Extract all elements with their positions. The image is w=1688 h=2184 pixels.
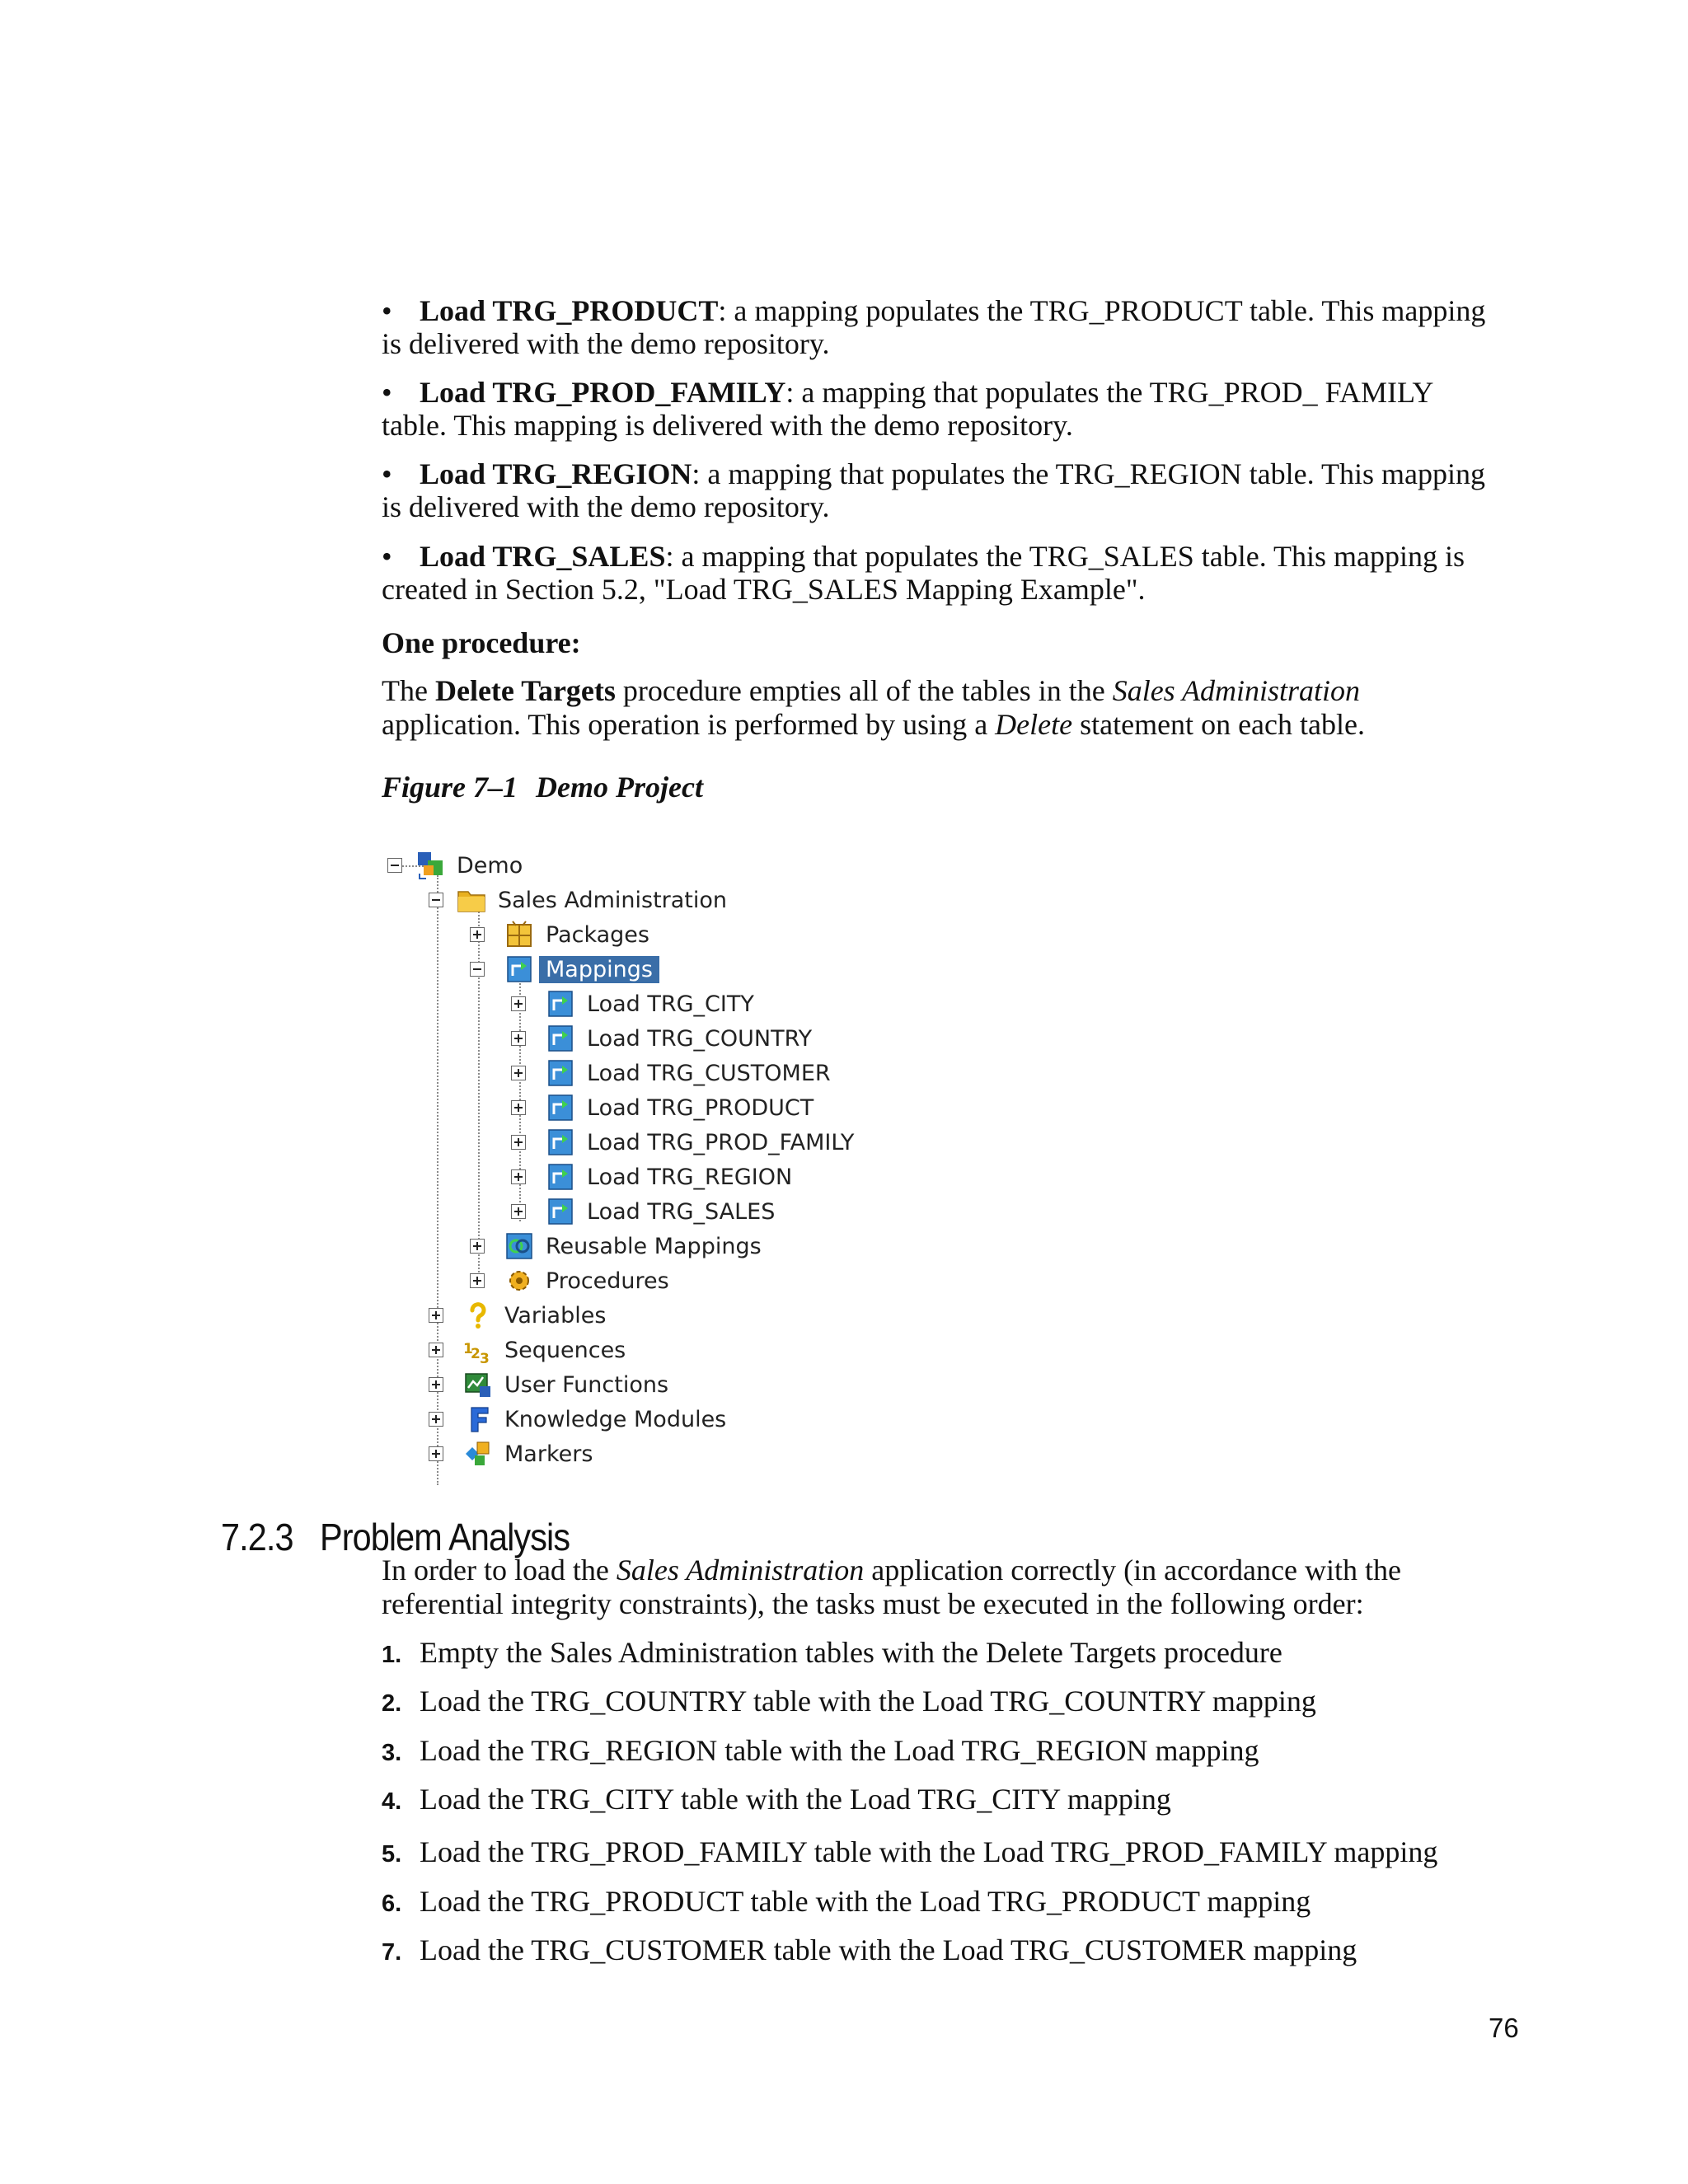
expand-toggle[interactable]	[511, 1135, 526, 1150]
tree-label: Packages	[546, 921, 649, 948]
tree-node-demo[interactable]	[387, 849, 529, 882]
expand-toggle[interactable]	[511, 1066, 526, 1080]
expand-toggle[interactable]	[470, 1239, 485, 1254]
reusable-mapping-icon	[504, 1231, 534, 1261]
knowledge-module-icon	[463, 1404, 493, 1434]
procedure-heading: One procedure:	[382, 626, 581, 659]
section-title: Problem Analysis	[319, 1516, 570, 1558]
expand-toggle[interactable]	[429, 1412, 443, 1427]
bullet-dot: •	[382, 294, 392, 327]
tree-label: User Functions	[504, 1371, 669, 1398]
tree-label: Knowledge Modules	[504, 1406, 727, 1432]
mapping-icon	[546, 1127, 575, 1157]
mapping-icon	[546, 1197, 575, 1226]
svg-text:3: 3	[480, 1351, 490, 1365]
section-number: 7.2.3	[221, 1516, 293, 1558]
tree-label: Procedures	[546, 1268, 669, 1294]
expand-toggle[interactable]	[429, 1446, 443, 1461]
tree-node-sales-administration[interactable]	[429, 883, 734, 916]
tree-label: Load TRG_SALES	[587, 1198, 776, 1225]
bullet-dot: •	[382, 376, 392, 409]
bullet-dot: •	[382, 540, 392, 573]
analysis-paragraph: In order to load the Sales Administration application correctly (in accordance with the referential integrity constraints), the tasks must be executed in the following order:	[382, 1554, 1401, 1620]
step-item: 3. Load the TRG_REGION table with the Load TRG_REGION mapping	[382, 1734, 1259, 1767]
tree-label: Sales Administration	[498, 887, 728, 913]
question-icon	[463, 1301, 493, 1330]
tree-node-knowledge-modules[interactable]	[429, 1403, 733, 1436]
tree-node-load-trg-product[interactable]	[511, 1091, 820, 1124]
step-item: 5. Load the TRG_PROD_FAMILY table with the Load TRG_PROD_FAMILY mapping	[382, 1835, 1438, 1868]
marker-icon	[463, 1439, 493, 1469]
tree-label: Reusable Mappings	[546, 1233, 762, 1259]
tree-label: Load TRG_CUSTOMER	[587, 1060, 831, 1086]
bullet-load-trg-prod-family: • Load TRG_PROD_FAMILY: a mapping that populates the TRG_PROD_ FAMILY table. This mapping is delivered with the demo repository.	[382, 376, 1434, 442]
mapping-icon	[546, 1093, 575, 1122]
expand-toggle[interactable]	[470, 927, 485, 942]
sequence-icon	[463, 1335, 493, 1365]
bullet-term: Load TRG_REGION	[420, 457, 692, 490]
tree-label: Sequences	[504, 1337, 626, 1363]
page-number: 76	[1489, 2013, 1519, 2043]
expand-toggle[interactable]	[511, 996, 526, 1011]
tree-node-sequences[interactable]	[429, 1333, 632, 1366]
gear-icon	[504, 1266, 534, 1296]
tree-node-load-trg-customer[interactable]	[511, 1057, 837, 1090]
user-function-icon	[463, 1370, 493, 1399]
mapping-icon	[504, 954, 534, 984]
tree-node-packages[interactable]	[470, 918, 656, 951]
figure-caption	[382, 771, 703, 804]
step-item: 1. Empty the Sales Administration tables with the Delete Targets procedure	[382, 1636, 1282, 1669]
expand-toggle[interactable]	[470, 1273, 485, 1288]
tree-node-load-trg-sales[interactable]	[511, 1195, 781, 1228]
tree-label: Load TRG_PROD_FAMILY	[587, 1129, 855, 1155]
project-icon	[415, 851, 445, 880]
tree-node-load-trg-prod-family[interactable]	[511, 1126, 860, 1159]
expand-toggle[interactable]	[511, 1031, 526, 1046]
tree-node-procedures[interactable]	[470, 1264, 676, 1297]
bullet-load-trg-product: • Load TRG_PRODUCT: a mapping populates the TRG_PRODUCT table. This mapping is delivered with the demo repository.	[382, 294, 1486, 360]
demo-project-tree	[387, 849, 898, 1483]
tree-label-selected: Mappings	[539, 956, 659, 983]
bullet-dot: •	[382, 457, 392, 490]
section-heading	[221, 1515, 570, 1559]
tree-node-user-functions[interactable]	[429, 1368, 675, 1401]
collapse-toggle[interactable]	[470, 962, 485, 977]
bullet-term: Load TRG_PRODUCT	[420, 294, 719, 327]
bullet-load-trg-sales: • Load TRG_SALES: a mapping that populates the TRG_SALES table. This mapping is created in Section 5.2, "Load TRG_SALES Mapping Example".	[382, 540, 1465, 606]
tree-node-load-trg-country[interactable]	[511, 1022, 818, 1055]
expand-toggle[interactable]	[429, 1343, 443, 1357]
svg-text:2: 2	[471, 1346, 481, 1362]
tree-node-markers[interactable]	[429, 1437, 599, 1470]
bullet-term: Load TRG_PROD_FAMILY	[420, 376, 786, 409]
tree-label: Load TRG_COUNTRY	[587, 1025, 813, 1052]
tree-node-mappings[interactable]	[470, 953, 659, 986]
figure-number: Figure 7–1	[382, 771, 518, 804]
step-item: 2. Load the TRG_COUNTRY table with the Load TRG_COUNTRY mapping	[382, 1685, 1316, 1718]
tree-node-load-trg-city[interactable]	[511, 987, 761, 1020]
tree-node-load-trg-region[interactable]	[511, 1160, 799, 1193]
figure-title: Demo Project	[536, 771, 703, 804]
step-item: 6. Load the TRG_PRODUCT table with the Load TRG_PRODUCT mapping	[382, 1885, 1311, 1918]
bullet-term: Load TRG_SALES	[420, 540, 666, 573]
mapping-icon	[546, 1162, 575, 1192]
expand-toggle[interactable]	[511, 1100, 526, 1115]
procedure-paragraph: The Delete Targets procedure empties all of the tables in the Sales Administration application. This operation is performed by using a Delete statement on each table.	[382, 674, 1365, 741]
expand-toggle[interactable]	[429, 1308, 443, 1323]
mapping-icon	[546, 1024, 575, 1053]
expand-toggle[interactable]	[429, 1377, 443, 1392]
collapse-toggle[interactable]	[387, 858, 402, 873]
folder-icon	[457, 885, 486, 915]
tree-node-variables[interactable]	[429, 1299, 612, 1332]
mapping-icon	[546, 1058, 575, 1088]
expand-toggle[interactable]	[511, 1204, 526, 1219]
tree-label: Markers	[504, 1441, 593, 1467]
package-icon	[504, 920, 534, 949]
collapse-toggle[interactable]	[429, 893, 443, 907]
step-item: 4. Load the TRG_CITY table with the Load TRG_CITY mapping	[382, 1783, 1171, 1816]
step-item: 7. Load the TRG_CUSTOMER table with the Load TRG_CUSTOMER mapping	[382, 1933, 1357, 1966]
tree-label: Variables	[504, 1302, 607, 1329]
tree-node-reusable-mappings[interactable]	[470, 1230, 768, 1263]
tree-label: Load TRG_PRODUCT	[587, 1094, 814, 1121]
mapping-icon	[546, 989, 575, 1019]
bullet-load-trg-region: • Load TRG_REGION: a mapping that populates the TRG_REGION table. This mapping is delivered with the demo repository.	[382, 457, 1485, 523]
svg-text:1: 1	[463, 1341, 473, 1357]
tree-label: Load TRG_REGION	[587, 1164, 793, 1190]
tree-label: Demo	[457, 852, 523, 879]
expand-toggle[interactable]	[511, 1169, 526, 1184]
tree-label: Load TRG_CITY	[587, 991, 754, 1017]
